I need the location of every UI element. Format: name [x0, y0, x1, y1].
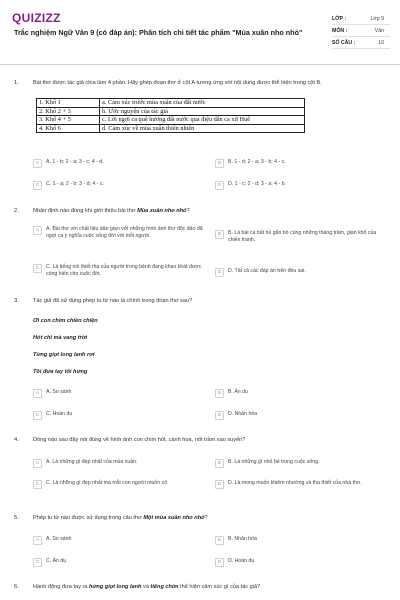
meta-value: Văn [374, 27, 384, 34]
page-title: Trắc nghiệm Ngữ Văn 9 (có đáp án): Phân tích chi tiết tác phẩm "Mùa xuân nho nhỏ" [14, 28, 303, 37]
table-row [37, 107, 305, 116]
option-text: B. 1 - d; 2 - a; 3 - b; 4 - c. [228, 159, 286, 165]
option-text: B. Ẩn dụ [228, 389, 248, 395]
option-text: D. Nhân hóa [228, 411, 258, 417]
option-letter: D [215, 268, 224, 277]
option-a[interactable] [33, 459, 203, 468]
option-text: D. Tất cả các đáp án trên đều sai. [228, 268, 306, 274]
option-letter: B [215, 389, 224, 398]
quizizz-logo: QUIZIZZ [12, 11, 61, 25]
question-number: 3. [14, 298, 19, 304]
option-d[interactable] [215, 268, 387, 277]
meta-value: Lớp 9 [370, 15, 384, 22]
meta-row-class [332, 13, 390, 25]
table-cell: b. Ước nguyện của tác giả [100, 107, 305, 116]
option-letter: C [33, 558, 42, 567]
meta-row-count [332, 37, 390, 49]
option-text: C. 1 - a; 2 - b; 3 - d; 4 - c. [46, 181, 104, 187]
question-number: 4. [14, 437, 19, 443]
option-b[interactable] [215, 389, 385, 398]
option-letter: D [215, 181, 224, 190]
option-d[interactable] [215, 480, 387, 489]
option-letter: D [215, 558, 224, 567]
option-text: A. So sánh [46, 389, 72, 395]
question-number: 6. [14, 584, 19, 590]
table-cell: c. Lời ngợi ca quê hương đất nước qua điệu dân ca xứ Huế [100, 116, 305, 125]
meta-label: SỐ CÂU : [332, 39, 356, 46]
option-b[interactable] [215, 536, 385, 545]
meta-value: 10 [378, 39, 384, 46]
option-b[interactable] [215, 159, 385, 168]
option-letter: A [33, 536, 42, 545]
option-c[interactable] [33, 181, 193, 190]
meta-label: LỚP : [332, 15, 347, 22]
option-b[interactable] [215, 459, 387, 468]
option-text: C. Hoán dụ [46, 411, 73, 417]
option-letter: C [33, 411, 42, 420]
option-letter: B [215, 459, 224, 468]
option-d[interactable] [215, 411, 385, 420]
option-a[interactable] [33, 389, 193, 398]
option-a[interactable] [33, 159, 193, 168]
table-cell: 4. Khổ 6 [37, 124, 100, 133]
question-text: Bài thơ được tác giả chia làm 4 phần. Hãy ghép đoạn thơ ở cột A tương ứng với nội dung được thể hiện trong cột B. [33, 80, 322, 86]
table-row [37, 99, 305, 108]
question-text: Phép tu từ nào được sử dụng trong câu thơ Một mùa xuân nho nhỏ? [33, 515, 208, 521]
option-letter: C [33, 264, 42, 273]
option-text: B. Là những gì nhỏ bé trong cuộc sống. [228, 459, 320, 465]
quiz-header [0, 0, 400, 60]
option-d[interactable] [215, 558, 385, 567]
poem-line: Hót chi mà vang trời [33, 335, 88, 341]
question-number: 5. [14, 515, 19, 521]
option-text: A. Bài thơ với chất liệu dân gian với những hình ảnh thơ độc đáo đã ngợi ca ý nghĩa cuộc sống đời với mỗi người. [46, 226, 203, 239]
option-letter: A [33, 226, 42, 235]
option-c[interactable] [33, 264, 203, 277]
option-letter: C [33, 181, 42, 190]
question-text: Hành động đưa tay ra hứng giọt long lanh và tiếng chim thể hiện cảm xúc gì của tác giả? [33, 584, 261, 590]
meta-label: MÔN : [332, 27, 348, 34]
option-text: A. So sánh [46, 536, 72, 542]
option-c[interactable] [33, 411, 193, 420]
question-number: 2. [14, 208, 19, 214]
option-b[interactable] [215, 230, 387, 243]
option-text: A. 1 - b; 2 - a; 3 - c; 4 - d. [46, 159, 104, 165]
option-text: B. Là bài ca bất hủ gắn bó cùng những tháng trăm, gian khổ của chiến tranh. [228, 230, 377, 243]
option-c[interactable] [33, 480, 203, 489]
quiz-meta [332, 13, 390, 49]
option-text: C. Là tiếng nói thiết tha của người trong bệnh đang khao khát được cống hiến cho cuộc đời. [46, 264, 202, 277]
table-cell: d. Cảm xúc về mùa xuân thiên nhiên [100, 124, 305, 133]
question-text: Nhận định nào đúng khi giới thiệu bài thơ Mùa xuân nho nhỏ? [33, 208, 190, 214]
option-letter: D [215, 480, 224, 489]
option-a[interactable] [33, 226, 203, 239]
table-cell: 1. Khổ 1 [37, 99, 100, 108]
option-letter: A [33, 389, 42, 398]
table-cell: 3. Khổ 4 + 5 [37, 116, 100, 125]
table-cell: 2. Khổ 2 + 3 [37, 107, 100, 116]
option-text: A. Là những gì đẹp nhất của mùa xuân. [46, 459, 138, 465]
poem-line: Tôi đưa tay tôi hứng [33, 369, 88, 375]
option-letter: B [215, 536, 224, 545]
option-a[interactable] [33, 536, 193, 545]
question-text: Dòng nào sau đây nói đúng về hình ảnh con chim hót, cành hoa, nốt trầm xao xuyến? [33, 437, 246, 443]
option-letter: B [215, 230, 224, 239]
option-letter: B [215, 159, 224, 168]
option-d[interactable] [215, 181, 385, 190]
option-text: C. Là những gì đẹp nhất mà mỗi con người muốn có. [46, 480, 169, 486]
question-text: Tác giả đã sử dụng phép tu từ nào là chính trong đoạn thơ sau? [33, 298, 193, 304]
table-row [37, 116, 305, 125]
option-letter: C [33, 480, 42, 489]
option-letter: D [215, 411, 224, 420]
option-text: B. Nhân hóa [228, 536, 257, 542]
option-text: C. Ẩn dụ [46, 558, 67, 564]
poem-line: Ơi con chim chiền chiện [33, 318, 98, 324]
matching-table [36, 98, 305, 133]
poem-line: Từng giọt long lanh rơi [33, 352, 95, 358]
option-c[interactable] [33, 558, 193, 567]
table-row [37, 124, 305, 133]
option-letter: A [33, 459, 42, 468]
option-text: D. Là mong muốn khiêm nhường và tha thiết của nhà thơ. [228, 480, 362, 486]
option-text: D. 1 - c; 2 - d; 3 - a; 4 - b. [228, 181, 286, 187]
option-text: D. Hoán dụ [228, 558, 255, 564]
table-cell: a. Cảm xúc trước mùa xuân của đất nước [100, 99, 305, 108]
meta-row-subject [332, 25, 390, 37]
header-divider [0, 64, 400, 65]
option-letter: A [33, 159, 42, 168]
question-number: 1. [14, 80, 19, 86]
